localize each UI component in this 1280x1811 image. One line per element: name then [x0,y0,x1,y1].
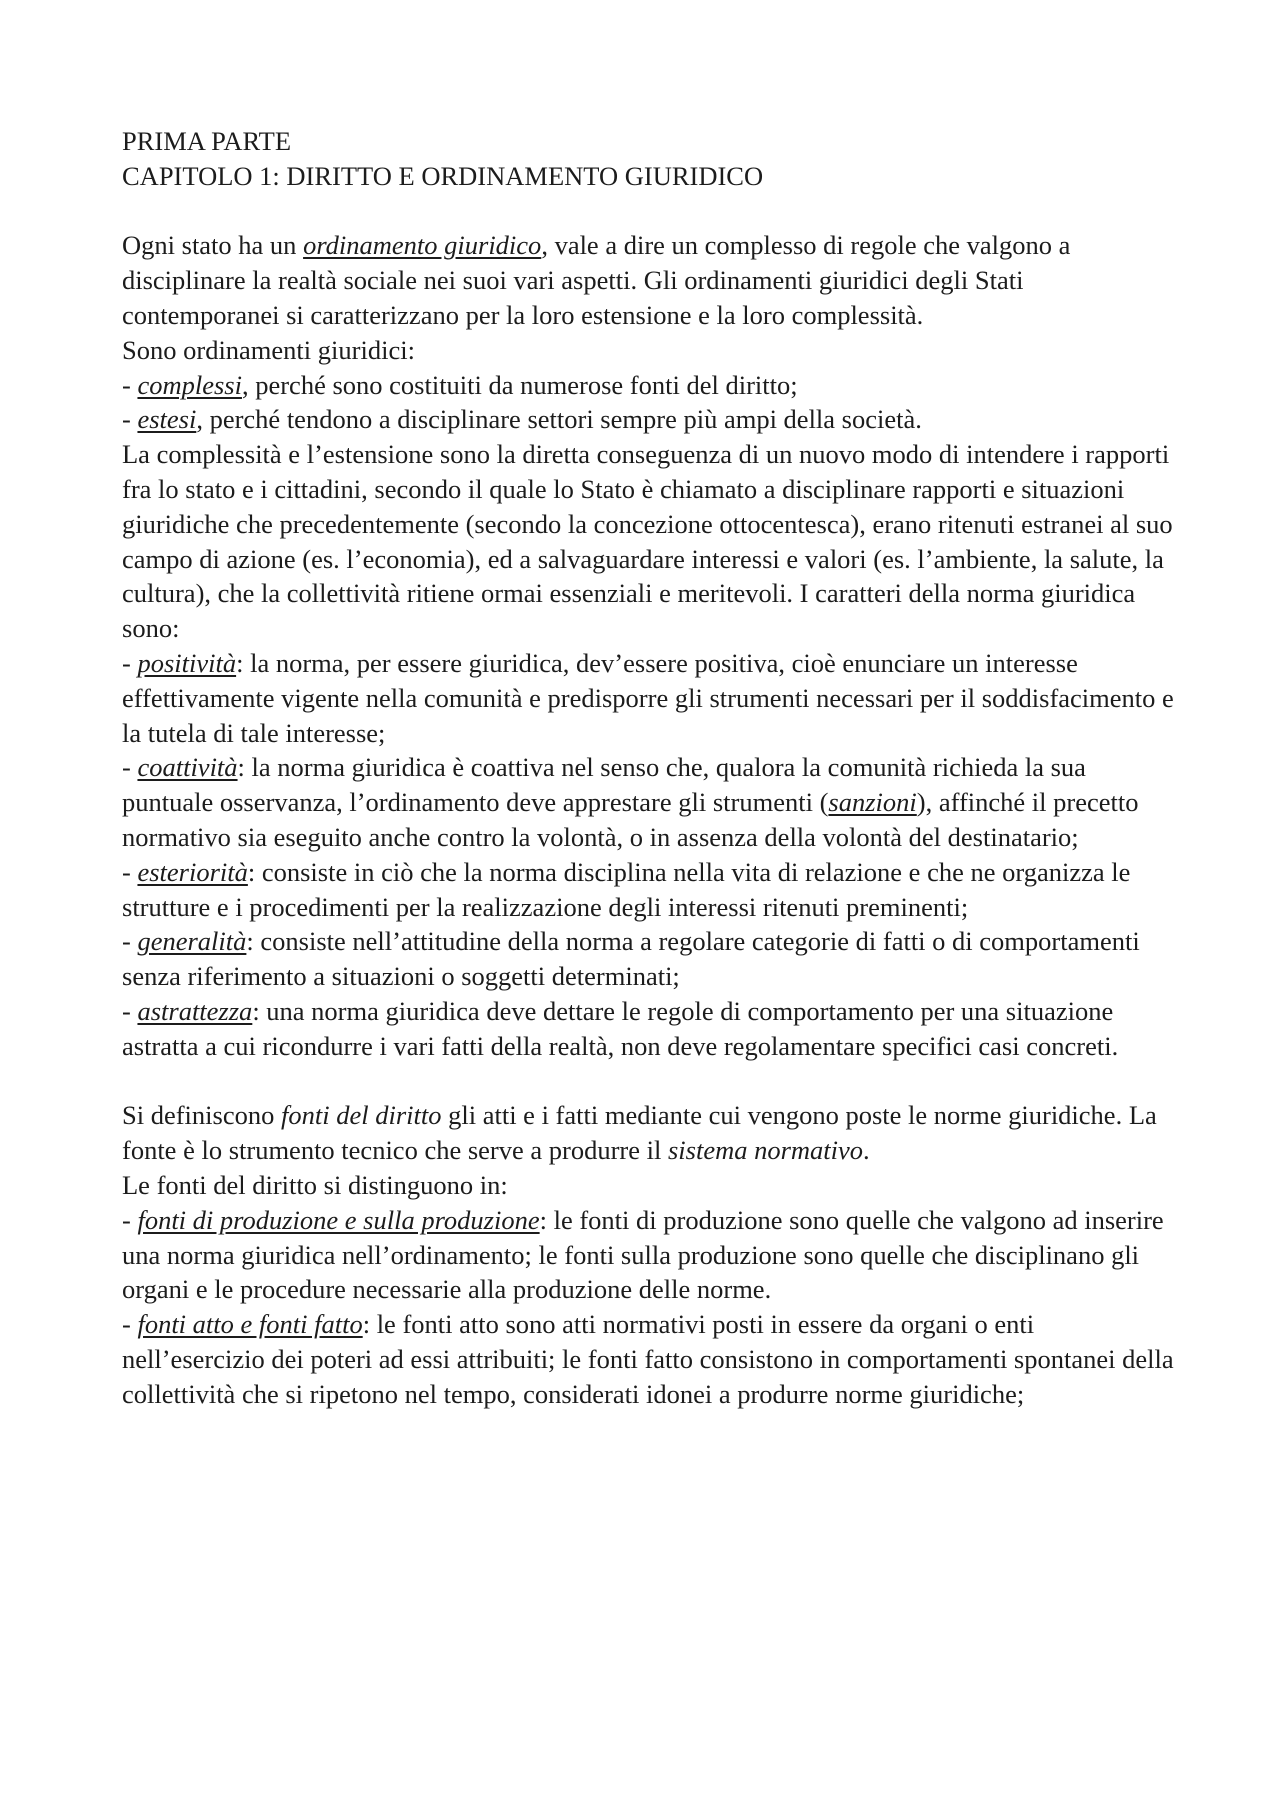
term-complessi: complessi [137,369,242,400]
intro-paragraph: Ogni stato ha un ordinamento giuridico, vale a dire un complesso di regole che valgono a disciplinare la realtà sociale nei suoi vari aspetti. Gli ordinamenti giuridici degli Stati contemporanei si caratterizzano per la loro estensione e la loro complessità. [122,230,1071,330]
part-heading: PRIMA PARTE [122,126,292,156]
term-sistema-normativo: sistema normativo [667,1135,864,1166]
list-intro: Sono ordinamenti giuridici: [122,334,415,365]
term-estesi: estesi [137,404,197,435]
term-astrattezza: astrattezza [137,995,253,1026]
list-item: - fonti atto e fonti fatto: le fonti atto sono atti normativi posti in essere da organi o enti nell’esercizio dei poteri ad essi attribuiti; le fonti fatto consistono in comportamenti spontanei della collettività che si ripetono nel tempo, considerati idonei a produrre norme giuridiche; [122,1309,1174,1409]
spacer [122,194,1182,229]
list-item: - generalità: consiste nell’attitudine della norma a regolare categorie di fatti o di comportamenti senza riferimento a situazioni o soggetti determinati; [122,926,1140,992]
list-item: - coattività: la norma giuridica è coattiva nel senso che, qualora la comunità richieda la sua puntuale osservanza, l’ordinamento deve apprestare gli strumenti (sanzioni), affinché il precetto normativo sia eseguito anche contro la volontà, o in assenza della volontà del destinatario; [122,752,1139,852]
chapter-heading: CAPITOLO 1: DIRITTO E ORDINAMENTO GIURIDICO [122,160,764,191]
list-item: - estesi, perché tendono a disciplinare settori sempre più ampi della società. [122,404,922,435]
term-fonti-atto-fatto: fonti atto e fonti fatto [137,1309,363,1340]
term-fonti-produzione: fonti di produzione e sulla produzione [137,1204,540,1235]
list-item: - positività: la norma, per essere giuridica, dev’essere positiva, cioè enunciare un interesse effettivamente vigente nella comunità e predisporre gli strumenti necessari per il soddisfacimento e la tutela di tale interesse; [122,647,1174,748]
term-generalita: generalità [137,926,247,957]
term-sanzioni: sanzioni [828,787,917,818]
document-page [122,124,1182,1411]
list-item: - fonti di produzione e sulla produzione: le fonti di produzione sono quelle che valgono ad inserire una norma giuridica nell’ordinamento; le fonti sulla produzione sono quelle che disciplinano gli organi e le procedure necessarie alla produzione delle norme. [122,1204,1164,1305]
list-item: - complessi, perché sono costituiti da numerose fonti del diritto; [122,369,798,400]
sources-paragraph: Si definiscono fonti del diritto gli atti e i fatti mediante cui vengono poste le norme giuridiche. La fonte è lo strumento tecnico che serve a produrre il sistema normativo. [122,1100,1157,1166]
sources-list-intro: Le fonti del diritto si distinguono in: [122,1169,508,1200]
term-fonti-del-diritto: fonti del diritto [281,1100,442,1131]
consequence-paragraph: La complessità e l’estensione sono la diretta conseguenza di un nuovo modo di intendere i rapporti fra lo stato e i cittadini, secondo il quale lo Stato è chiamato a disciplinare rapporti e situazioni giuridiche che precedentemente (secondo la concezione ottocentesca), erano ritenuti estranei al suo campo di azione (es. l’economia), ed a salvaguardare interessi e valori (es. l’ambiente, la salute, la cultura), che la collettività ritiene ormai essenziali e meritevoli. I caratteri della norma giuridica sono: [122,439,1173,644]
term-ordinamento-giuridico: ordinamento giuridico [303,230,542,261]
term-esteriorita: esteriorità [137,856,248,887]
spacer [122,1064,1182,1099]
term-positivita: positività [137,647,237,678]
list-item: - esteriorità: consiste in ciò che la norma disciplina nella vita di relazione e che ne organizza le strutture e i procedimenti per la realizzazione degli interessi ritenuti preminenti; [122,856,1131,922]
term-coattivita: coattività [137,752,238,783]
list-item: - astrattezza: una norma giuridica deve dettare le regole di comportamento per una situazione astratta a cui ricondurre i vari fatti della realtà, non deve regolamentare specifici casi concreti. [122,995,1119,1061]
